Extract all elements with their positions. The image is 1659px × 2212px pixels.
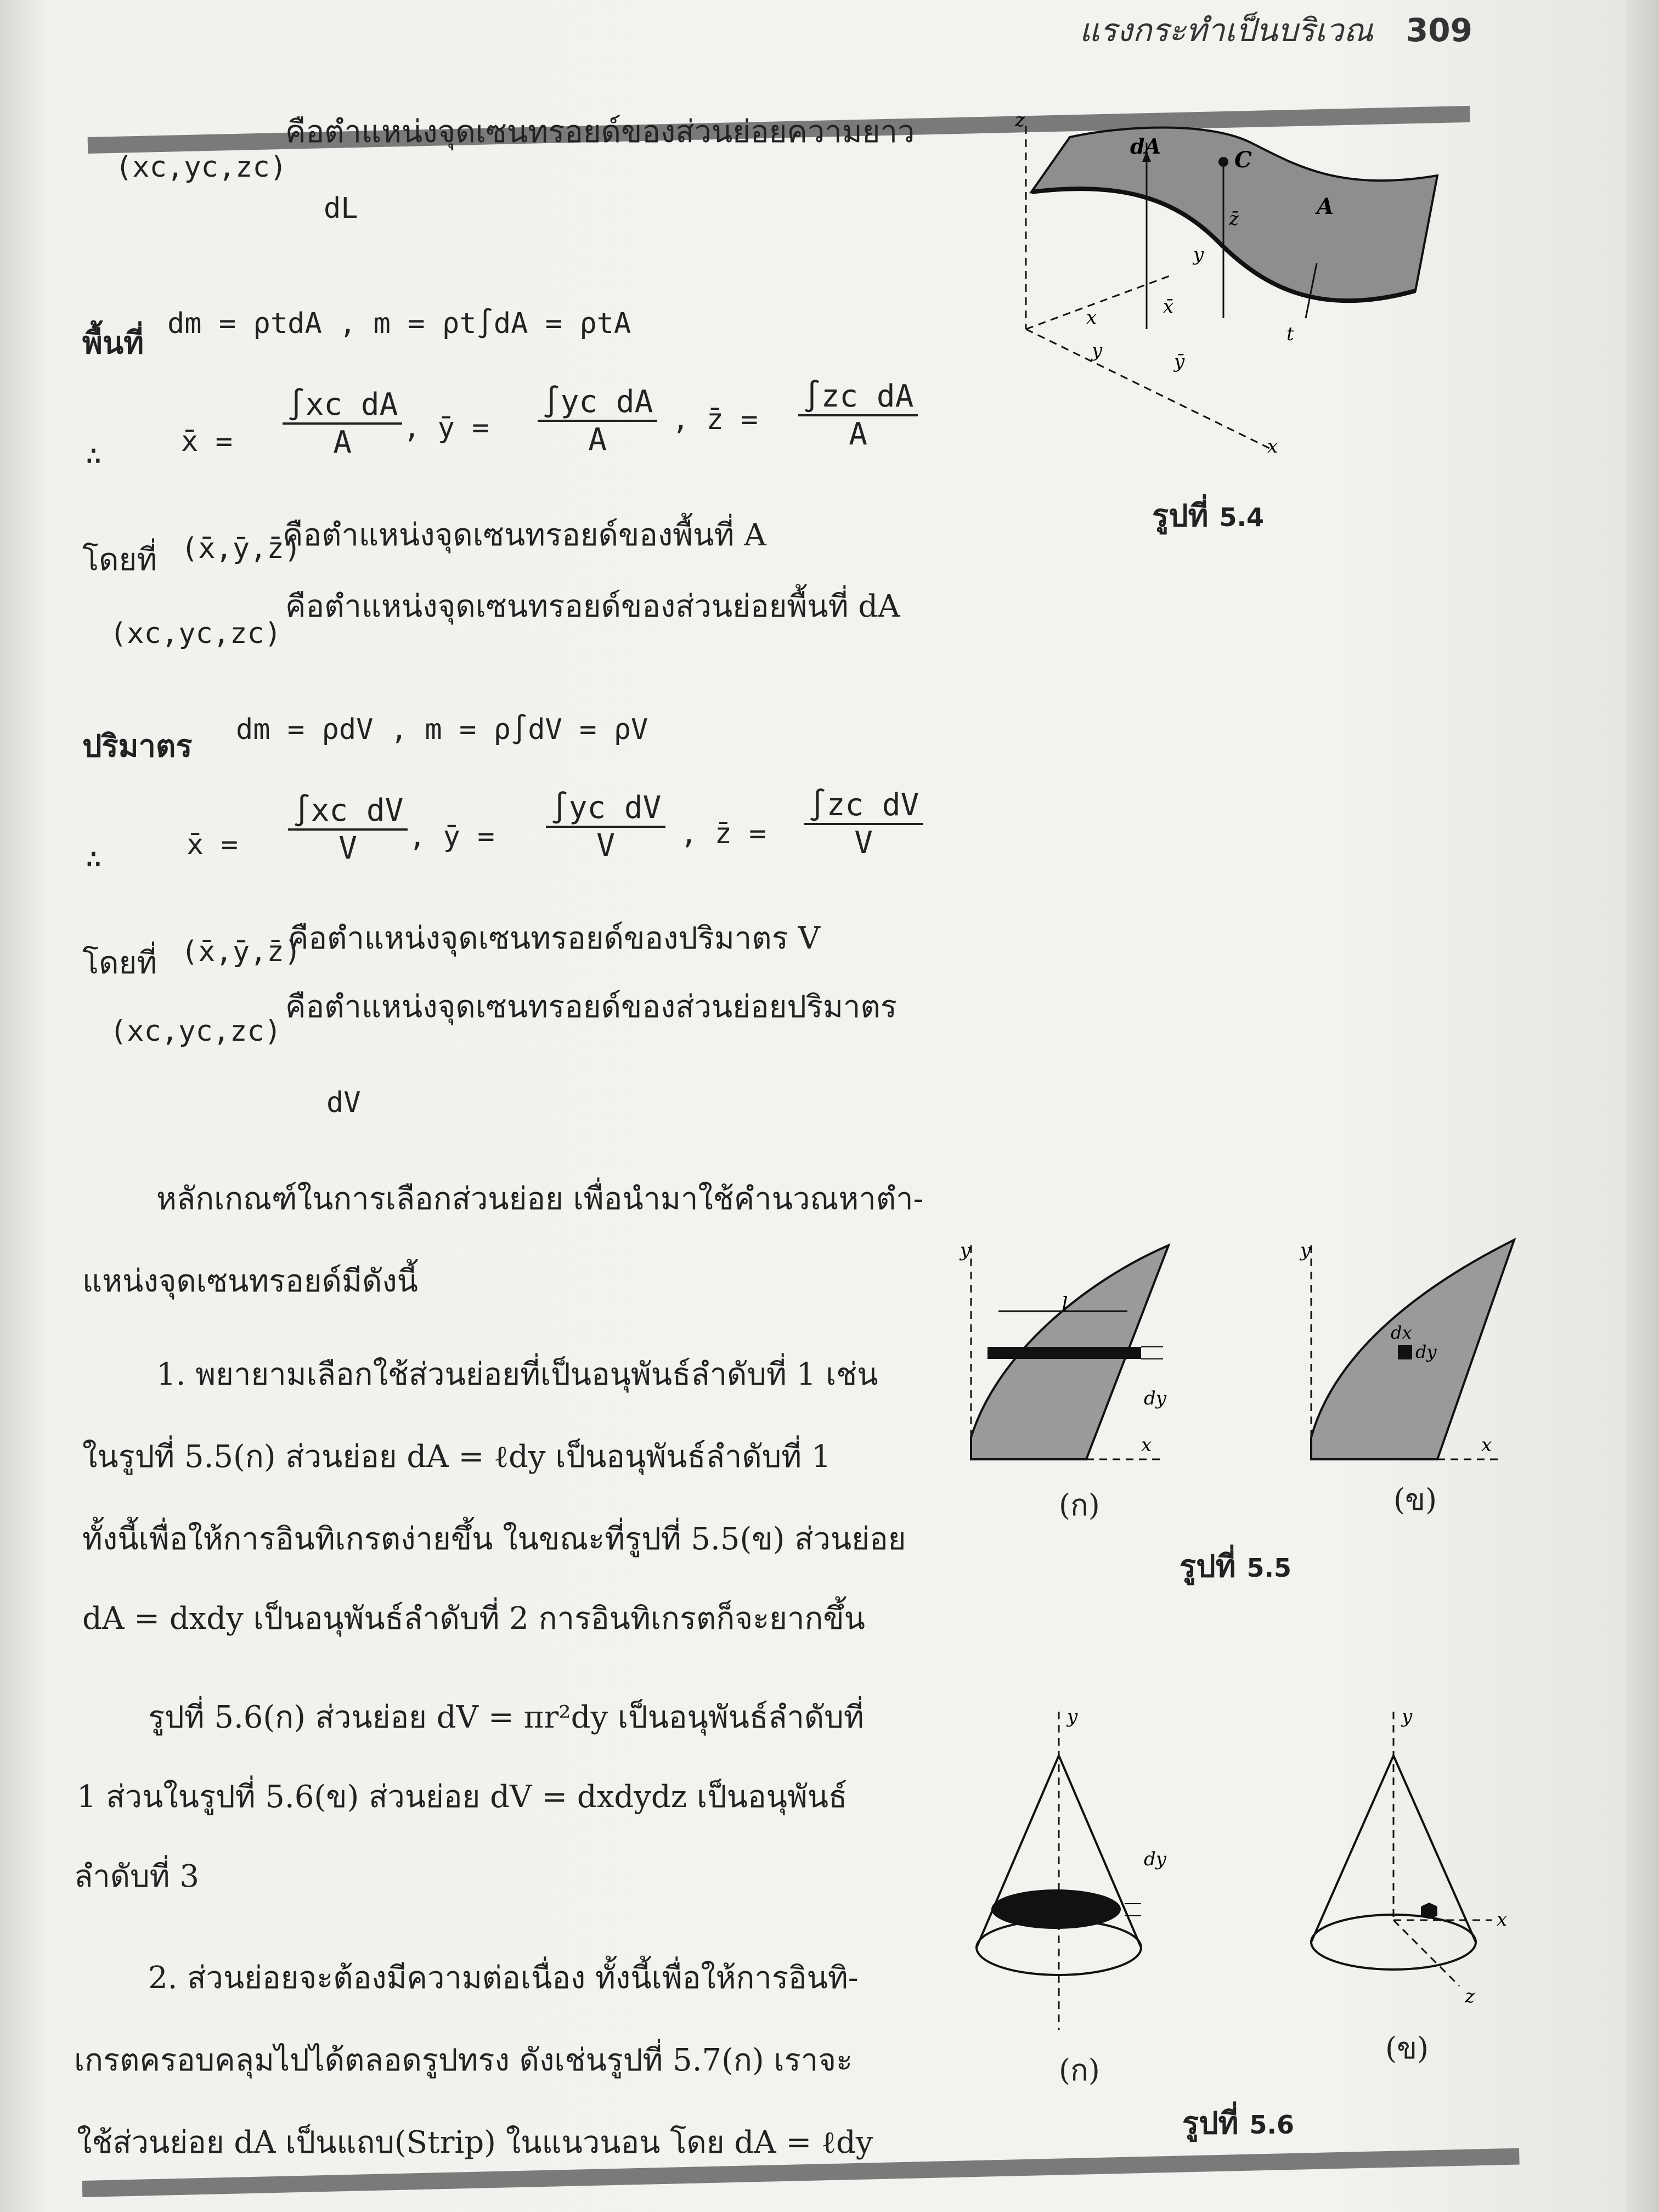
volume-xbar: x̄ = [187, 828, 238, 861]
fig56-sub-b: (ข) [1385, 2031, 1429, 2066]
principle1-line2: ในรูปที่ 5.5(ก) ส่วนย่อย dA = ℓdy เป็นอนุพันธ์ลำดับที่ 1 [82, 1439, 831, 1475]
area-where2-point: (xc,yc,zc) [110, 617, 282, 650]
area-label: พื้นที่ [82, 325, 144, 361]
principles-intro-line2: แหน่งจุดเซนทรอยด์มีดังนี้ [82, 1263, 418, 1299]
fig56a-disk [991, 1889, 1121, 1929]
fig55b-x-label: x [1481, 1434, 1492, 1456]
fig56-caption-text: รูปที่ [1182, 2105, 1239, 2141]
area-y-den: A [588, 422, 607, 458]
principles-intro-line1: หลักเกณฑ์ในการเลือกส่วนย่อย เพื่อนำมาใช้คำนวณหาตำ- [156, 1181, 924, 1217]
area-therefore: ∴ [85, 439, 103, 472]
fig54-y-small-label: y [1092, 340, 1103, 362]
fig56a [977, 1706, 1167, 2030]
area-z-den: A [849, 416, 867, 452]
principle1-line4: dA = dxdy เป็นอนุพันธ์ลำดับที่ 2 การอินทิเกรตก็จะยากขึ้น [82, 1601, 865, 1637]
area-where1-point: (x̄,ȳ,z̄) [181, 532, 302, 565]
area-where2-desc: คือตำแหน่งจุดเซนทรอยด์ของส่วนย่อยพื้นที่ dA [285, 589, 900, 624]
volume-x-den: V [338, 831, 357, 866]
figure-5-6 [966, 1701, 1514, 2041]
fig54-z-label: z [1015, 110, 1025, 131]
figure-5-5-caption [1180, 1542, 1291, 1590]
volume-where1-point: (x̄,ȳ,z̄) [181, 935, 302, 968]
area-y-fraction [538, 384, 657, 458]
fig55b-element [1398, 1345, 1412, 1359]
fig54-A-label: A [1317, 194, 1334, 219]
figure-5-4 [1009, 110, 1448, 461]
principle1b-line2: 1 ส่วนในรูปที่ 5.6(ข) ส่วนย่อย dV = dxdydz เป็นอนุพันธ์ [77, 1779, 848, 1815]
volume-where2-desc: คือตำแหน่งจุดเซนทรอยด์ของส่วนย่อยปริมาตร [285, 989, 897, 1025]
fig54-zbar-label: z̄ [1229, 208, 1239, 230]
principle1b-line1: รูปที่ 5.6(ก) ส่วนย่อย dV = πr²dy เป็นอนุพันธ์ลำดับที่ [148, 1700, 864, 1735]
fig55a-l-label: l [1062, 1294, 1068, 1316]
fig56a-dy-label: dy [1144, 1848, 1166, 1870]
principle2-line3: ใช้ส่วนย่อย dA เป็นแถบ(Strip) ในแนวนอน โดย dA = ℓdy [77, 2125, 873, 2160]
volume-y-fraction [546, 790, 665, 864]
line-centroid-desc: คือตำแหน่งจุดเซนทรอยด์ของส่วนย่อยความยาว [285, 114, 915, 150]
figure-5-6-caption [1182, 2098, 1294, 2147]
fig54-caption-text: รูปที่ [1152, 498, 1209, 534]
area-y-num: ∫yc dA [538, 384, 657, 422]
volume-label: ปริมาตร [82, 728, 193, 764]
y-axis [1026, 274, 1174, 329]
fig55-sub-a: (ก) [1059, 1488, 1100, 1522]
line-centroid-cont: dL [324, 192, 358, 225]
principle1-line1: 1. พยายามเลือกใช้ส่วนย่อยที่เป็นอนุพันธ์ลำดับที่ 1 เช่น [156, 1357, 878, 1392]
fig56-sub-a: (ก) [1059, 2053, 1100, 2087]
fig55-caption-num: 5.5 [1246, 1553, 1292, 1583]
volume-x-fraction [288, 793, 408, 866]
fig56b-z-axis [1393, 1920, 1459, 1986]
page-number: 309 [1406, 12, 1472, 49]
area-xbar: x̄ = [181, 425, 233, 458]
running-header [1079, 4, 1472, 55]
figure-5-5 [955, 1229, 1531, 1514]
fig56b [1311, 1706, 1507, 2007]
volume-therefore: ∴ [85, 842, 103, 875]
fig54-y-label: y [1193, 244, 1204, 266]
fig56b-x-label: x [1497, 1909, 1508, 1931]
fig55b-shape [1311, 1240, 1514, 1459]
fig54-dA-label: dA [1130, 134, 1161, 159]
fig55a-strip [988, 1347, 1141, 1359]
fig54-t-label: t [1286, 323, 1294, 345]
area-where1-desc: คือตำแหน่งจุดเซนทรอยด์ของพื้นที่ A [283, 517, 766, 553]
volume-z-num: ∫zc dV [804, 787, 923, 825]
fig55a [959, 1239, 1169, 1459]
fig54-x-label: x [1086, 307, 1097, 329]
x-axis [1026, 329, 1273, 450]
area-x-num: ∫xc dA [283, 387, 402, 425]
line-centroid-point: (xc,yc,zc) [115, 151, 287, 184]
fig55a-dy-label: dy [1144, 1387, 1166, 1409]
fig54-xbar-label: x̄ [1163, 296, 1174, 318]
volume-where1-pre: โดยที่ [82, 945, 157, 981]
principle1-line3: ทั้งนี้เพื่อให้การอินทิเกรตง่ายขึ้น ในขณะที่รูปที่ 5.5(ข) ส่วนย่อย [82, 1521, 906, 1557]
running-title: แรงกระทำเป็นบริเวณ [1079, 12, 1373, 49]
fig54-x-axis-label: x [1267, 436, 1278, 458]
volume-where2-cont: dV [326, 1086, 361, 1119]
page-edge [1626, 0, 1659, 2212]
fig56b-base [1311, 1915, 1476, 1970]
fig55a-x-label: x [1141, 1434, 1152, 1456]
volume-z-den: V [854, 825, 873, 861]
area-x-den: A [333, 425, 352, 460]
volume-where2-point: (xc,yc,zc) [110, 1015, 282, 1048]
principle2-line1: 2. ส่วนย่อยจะต้องมีความต่อเนื่อง ทั้งนี้เพื่อให้การอินทิ- [148, 1960, 859, 1996]
fig55b [1299, 1239, 1514, 1459]
area-x-fraction [283, 387, 402, 460]
area-where1-pre: โดยที่ [82, 542, 157, 578]
volume-z-fraction [804, 787, 923, 861]
figure-5-4-caption [1152, 491, 1264, 540]
principle2-line2: เกรตครอบคลุมไปได้ตลอดรูปทรง ดังเช่นรูปที่ 5.7(ก) เราจะ [74, 2042, 853, 2078]
fig55b-dx-label: dx [1391, 1322, 1412, 1343]
area-mass-eq: dm = ρtdA , m = ρt∫dA = ρtA [167, 307, 631, 340]
area-z-fraction [798, 379, 918, 452]
fig55-sub-b: (ข) [1393, 1482, 1437, 1517]
fig56-caption-num: 5.6 [1249, 2110, 1295, 2140]
fig54-caption-num: 5.4 [1219, 503, 1265, 532]
principle1b-line3: ลำดับที่ 3 [74, 1859, 200, 1894]
fig54-ybar-label: ȳ [1174, 351, 1185, 373]
centroid-point [1218, 157, 1228, 167]
fig55b-y-label: y [1300, 1239, 1311, 1261]
area-ybar: , ȳ = [403, 411, 489, 444]
fig56b-element [1421, 1903, 1437, 1919]
fig56b-y-label: y [1402, 1706, 1413, 1728]
area-z-num: ∫zc dA [798, 379, 918, 416]
fig55b-dy-label: dy [1415, 1341, 1437, 1362]
volume-where1-desc: คือตำแหน่งจุดเซนทรอยด์ของปริมาตร V [288, 921, 820, 956]
volume-ybar: , ȳ = [409, 820, 495, 853]
volume-y-num: ∫yc dV [546, 790, 665, 828]
volume-y-den: V [596, 828, 615, 864]
volume-mass-eq: dm = ρdV , m = ρ∫dV = ρV [236, 713, 648, 746]
volume-x-num: ∫xc dV [288, 793, 408, 831]
fig54-C-label: C [1234, 147, 1252, 173]
fig56a-y-label: y [1067, 1706, 1078, 1728]
fig55-caption-text: รูปที่ [1180, 1548, 1236, 1584]
fig56b-z-label: z [1465, 1985, 1475, 2007]
area-zbar: , z̄ = [672, 403, 758, 436]
volume-zbar: , z̄ = [680, 817, 766, 850]
fig55a-y-label: y [960, 1239, 971, 1261]
